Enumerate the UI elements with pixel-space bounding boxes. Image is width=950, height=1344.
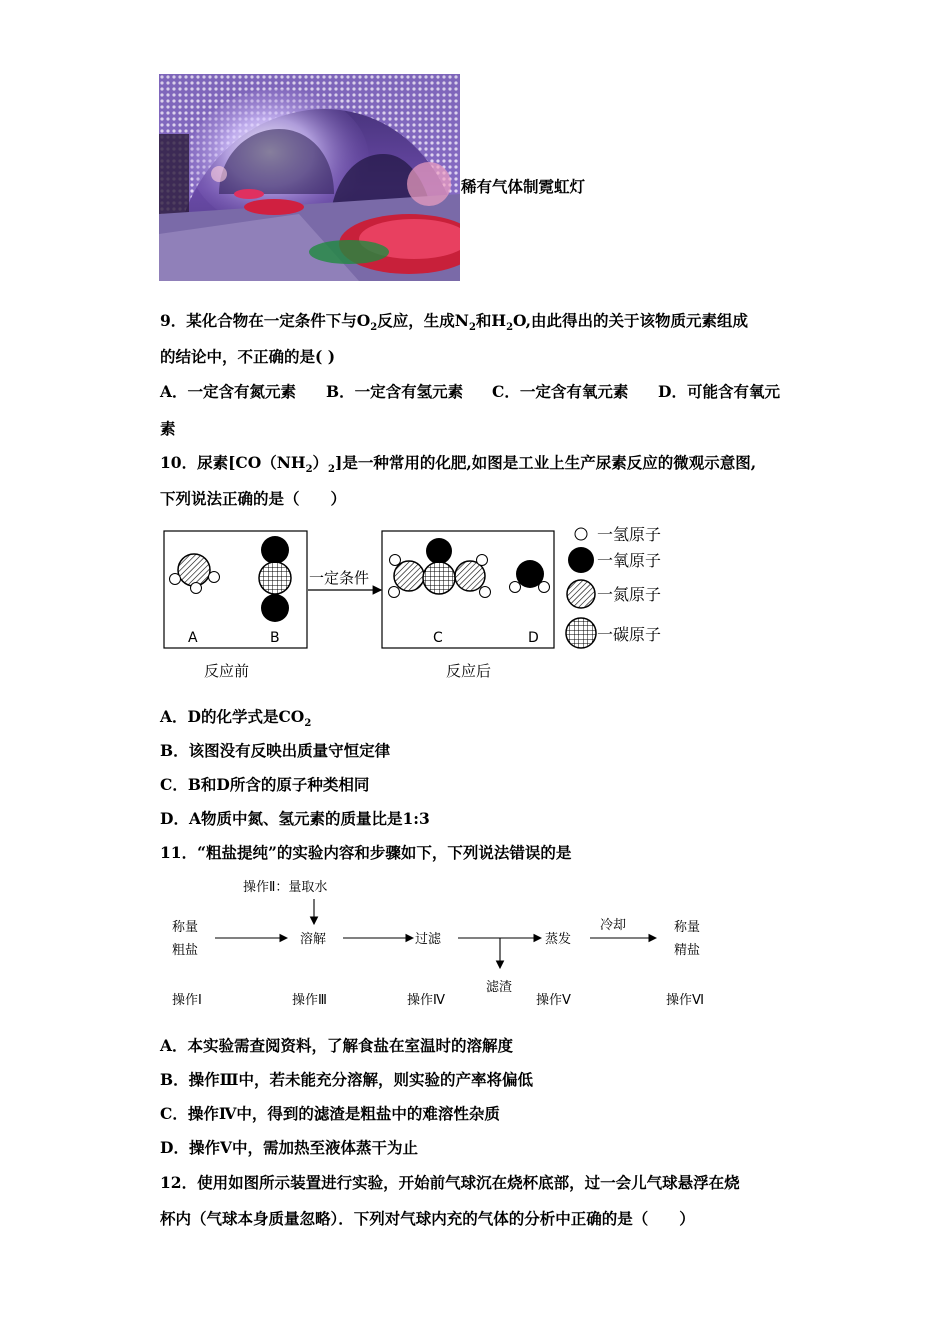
flow-op4: 操作Ⅳ bbox=[407, 993, 445, 1008]
label-c: C bbox=[433, 630, 443, 646]
reaction-diagram bbox=[160, 522, 680, 692]
neon-tunnel-photo bbox=[159, 74, 460, 281]
q11-option-b[interactable]: B．操作Ⅲ中，若未能充分溶解，则实验的产率将偏低 bbox=[160, 1070, 533, 1089]
molecule-b bbox=[259, 536, 291, 622]
flow-dissolve: 溶解 bbox=[300, 932, 327, 947]
q9-option-b[interactable]: B．一定含有氢元素 bbox=[326, 382, 464, 401]
flow-op2: 操作Ⅱ：量取水 bbox=[243, 880, 328, 895]
flow-residue: 滤渣 bbox=[486, 980, 513, 995]
q9-text-a: 9．某化合物在一定条件下与O bbox=[160, 311, 371, 330]
q9-option-a[interactable]: A．一定含有氮元素 bbox=[160, 382, 297, 401]
photo-caption: 稀有气体制霓虹灯 bbox=[461, 177, 586, 196]
q9-text-d: O,由此得出的关于该物质元素组成 bbox=[513, 311, 749, 330]
q10-text-c: ]是一种常用的化肥,如图是工业上生产尿素反应的微观示意图, bbox=[335, 453, 757, 472]
flow-crude: 粗盐 bbox=[172, 943, 199, 958]
q9-sub-o2: 2 bbox=[370, 322, 378, 334]
q10-text-a: 10．尿素[CO（NH bbox=[160, 453, 306, 472]
flow-op6: 操作Ⅵ bbox=[666, 993, 704, 1008]
q10-option-c[interactable]: C．B和D所含的原子种类相同 bbox=[160, 775, 370, 794]
condition-label: 一定条件 bbox=[309, 569, 370, 587]
label-a: A bbox=[188, 630, 198, 646]
q11-option-a[interactable]: A．本实验需查阅资料，了解食盐在室温时的溶解度 bbox=[160, 1036, 514, 1055]
q11-option-c[interactable]: C．操作Ⅳ中，得到的滤渣是粗盐中的难溶性杂质 bbox=[160, 1104, 500, 1123]
molecule-c bbox=[389, 538, 491, 598]
flow-op3: 操作Ⅲ bbox=[292, 993, 327, 1008]
q11-stem: 11．“粗盐提纯”的实验内容和步骤如下，下列说法错误的是 bbox=[160, 843, 572, 862]
flow-filter: 过滤 bbox=[415, 932, 442, 947]
q11-option-d[interactable]: D．操作Ⅴ中，需加热至液体蒸干为止 bbox=[160, 1138, 418, 1157]
flow-op1: 操作Ⅰ bbox=[172, 993, 202, 1008]
molecule-d bbox=[510, 560, 550, 593]
q10-option-a-sub: 2 bbox=[304, 718, 312, 730]
atom-legend bbox=[566, 525, 661, 648]
q10-option-a[interactable] bbox=[160, 707, 311, 734]
q9-text-b: 反应，生成N bbox=[377, 311, 469, 330]
q9-sub-h2: 2 bbox=[506, 322, 514, 334]
q10-option-a-text: A．D的化学式是CO bbox=[160, 707, 305, 726]
q10-sub-2: 2 bbox=[328, 464, 336, 476]
q9-sub-n2: 2 bbox=[468, 322, 476, 334]
legend-oxygen: 一氧原子 bbox=[597, 551, 662, 570]
q10-option-b[interactable]: B．该图没有反映出质量守恒定律 bbox=[160, 741, 391, 760]
q12-stem-line2: 杯内（气球本身质量忽略）．下列对气球内充的气体的分析中正确的是（ ） bbox=[160, 1209, 695, 1228]
flow-weigh1: 称量 bbox=[172, 920, 199, 935]
label-b: B bbox=[270, 630, 280, 646]
flow-weigh2: 称量 bbox=[674, 920, 701, 935]
q9-option-d[interactable]: D．可能含有氧元 bbox=[658, 382, 780, 401]
q12-stem-line1: 12．使用如图所示装置进行实验，开始前气球沉在烧杯底部，过一会儿气球悬浮在烧 bbox=[160, 1173, 740, 1192]
flow-refined: 精盐 bbox=[674, 943, 701, 958]
q9-option-d-cont: 素 bbox=[160, 419, 176, 438]
q9-stem-line1 bbox=[160, 311, 748, 338]
legend-hydrogen: 一氢原子 bbox=[597, 525, 662, 544]
molecule-a bbox=[170, 554, 220, 594]
before-caption: 反应前 bbox=[204, 662, 250, 680]
label-d: D bbox=[528, 630, 539, 646]
after-caption: 反应后 bbox=[446, 662, 492, 680]
q10-sub-1: 2 bbox=[305, 464, 313, 476]
q9-option-c[interactable]: C．一定含有氧元素 bbox=[492, 382, 629, 401]
q10-option-d[interactable]: D．A物质中氮、氢元素的质量比是1:3 bbox=[160, 809, 430, 828]
q10-stem-line1 bbox=[160, 453, 756, 480]
salt-purification-flow bbox=[160, 874, 720, 1014]
q9-stem-line2: 的结论中，不正确的是( ) bbox=[160, 347, 336, 366]
legend-carbon: 一碳原子 bbox=[597, 625, 662, 644]
flow-cool: 冷却 bbox=[600, 918, 627, 933]
q9-text-c: 和H bbox=[475, 311, 507, 330]
legend-nitrogen: 一氮原子 bbox=[597, 585, 662, 604]
flow-op5: 操作Ⅴ bbox=[536, 993, 571, 1008]
q10-text-b: ） bbox=[312, 453, 329, 472]
flow-evaporate: 蒸发 bbox=[545, 932, 572, 947]
q10-stem-line2: 下列说法正确的是（ ） bbox=[160, 489, 347, 508]
